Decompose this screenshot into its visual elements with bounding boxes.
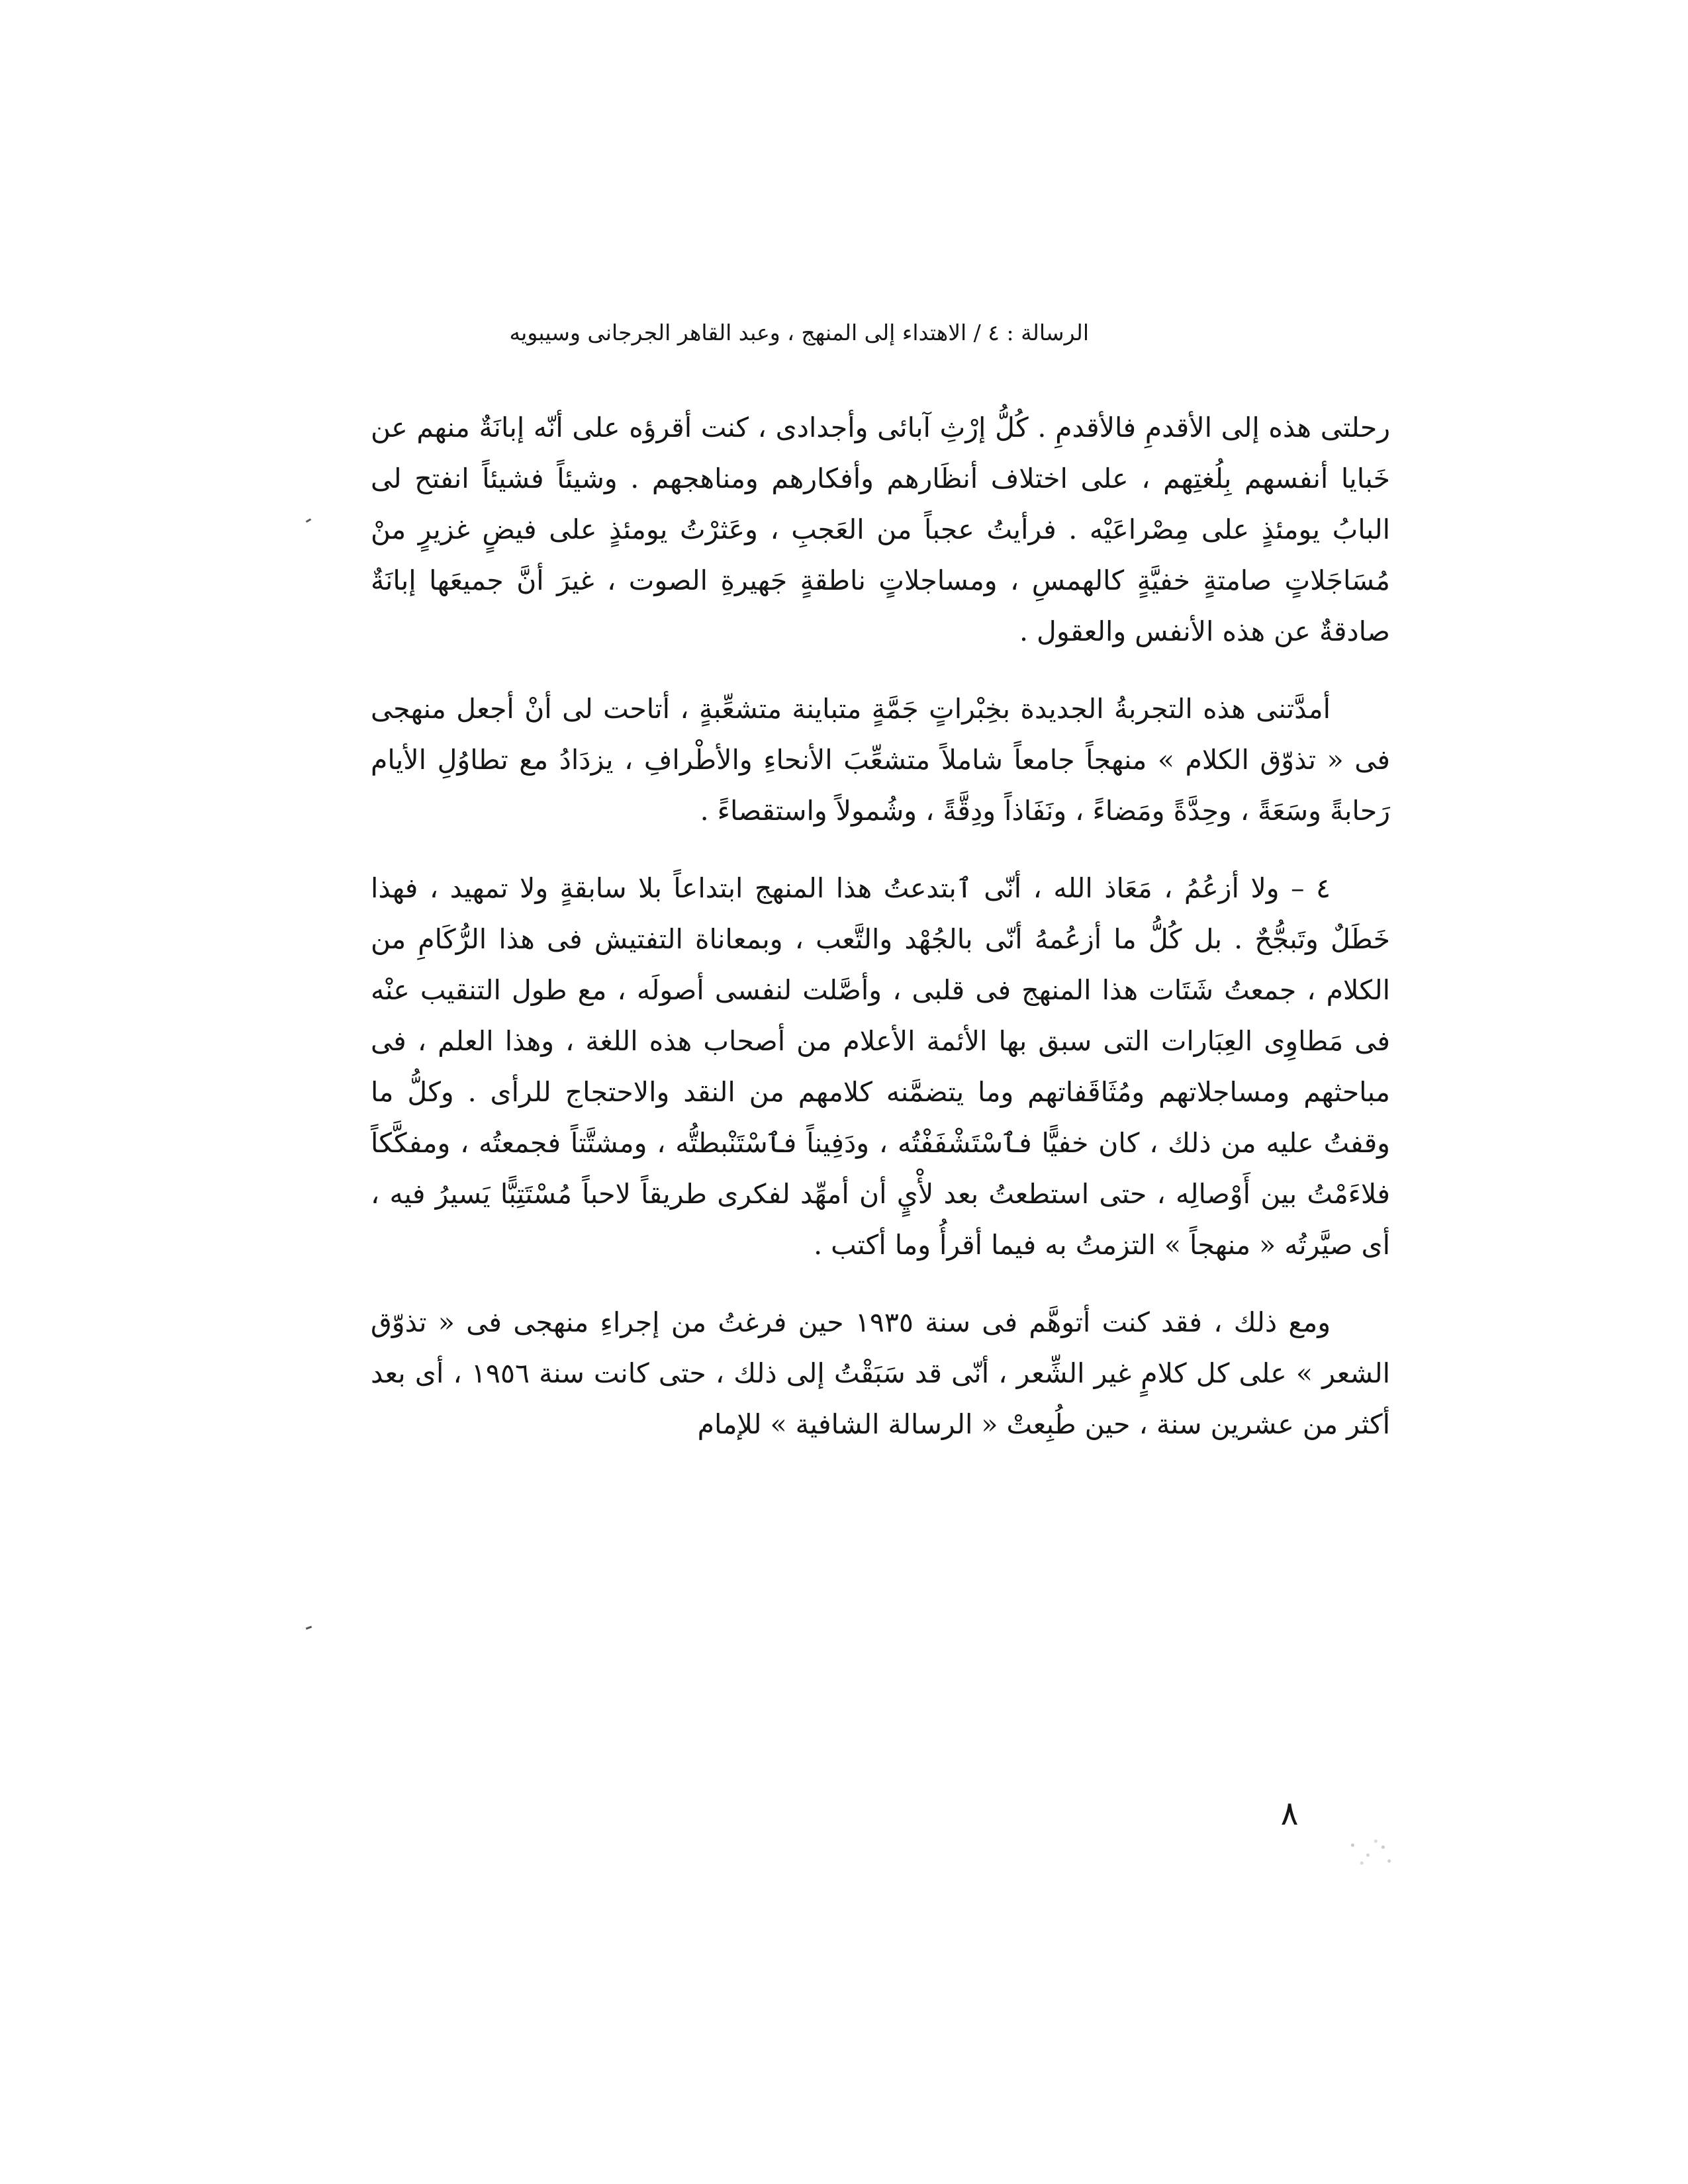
running-head: الرسالة : ٤ / الاهتداء إلى المنهج ، وعبد القاهر الجرجانى وسيبويه bbox=[509, 320, 1089, 345]
paragraph-1: رحلتى هذه إلى الأقدمِ فالأقدمِ . كُلُّ إرْثِ آبائى وأجدادى ، كنت أقرؤه على أنّه إبانَةٌ منهم عن خَبايا أنفسهم بِلُغتِهم ، على اختلاف أنظَارهم وأفكارهم ومناهجهم . وشيئاً فشيئاً انفتح لى البابُ يومئذٍ على مِصْراعَيْه . فرأيتُ عجباً من العَجبِ ، وعَثرْتُ يومئذٍ على فيضٍ غزيرٍ منْ مُسَاجَلاتٍ صامتةٍ خفيَّةٍ كالهمسِ ، ومساجلاتٍ ناطقةٍ جَهيرةِ الصوت ، غيرَ أنَّ جميعَها إبانَةٌ صادقةٌ عن هذه الأنفس والعقول . bbox=[371, 412, 1390, 647]
scan-mark bbox=[306, 1626, 312, 1630]
paragraph-4: ومع ذلك ، فقد كنت أتوهَّم فى سنة ١٩٣٥ حين فرغتُ من إجراءِ منهجى فى « تذوّق الشعر » على كل كلامٍ غير الشِّعر ، أنّى قد سَبَقْتُ إلى ذلك ، حتى كانت سنة ١٩٥٦ ، أى بعد أكثر من عشرين سنة ، حين طُبِعتْ « الرسالة الشافية » للإمام bbox=[371, 1306, 1390, 1440]
body-text bbox=[371, 402, 1390, 1450]
paragraph-2: أمدَّتنى هذه التجربةُ الجديدة بخِبْراتٍ جَمَّةٍ متباينة متشعِّبةٍ ، أتاحت لى أنْ أجعل منهجى فى « تذوّق الكلام » منهجاً جامعاً شاملاً متشعِّبَ الأنحاءِ والأطْرافِ ، يزدَادُ مع تطاوُلِ الأيام رَحابةً وسَعَةً ، وحِدَّةً ومَضاءً ، ونَفَاذاً ودِقَّةً ، وشُمولاً واستقصاءً . bbox=[371, 693, 1390, 827]
paragraph-3: ٤ – ولا أزعُمُ ، مَعَاذ الله ، أنّى ٱبتدعتُ هذا المنهج ابتداعاً بلا سابقةٍ ولا تمهيد ، فهذا خَطَلٌ وتَبجُّحٌ . بل كُلُّ ما أزعُمهُ أنّى بالجُهْد والتَّعب ، وبمعاناة التفتيش فى هذا الرُّكَامِ من الكلام ، جمعتُ شَتَات هذا المنهج فى قلبى ، وأصَّلت لنفسى أصولَه ، مع طول التنقيب عنْه فى مَطاوِى العِبَارات التى سبق بها الأئمة الأعلام من أصحاب هذه اللغة ، وهذا العلم ، فى مباحثهم ومساجلاتهم ومُثَاقَفاتهم وما يتضمَّنه كلامهم من النقد والاحتجاج للرأى . وكلُّ ما وقفتُ عليه من ذلك ، كان خفيًّا فٱسْتَشْفَفْتُه ، ودَفِيناً فٱسْتَنْبطتُّه ، ومشتَّتاً فجمعتُه ، ومفكَّكاً فلاءَمْتُ بين أَوْصالِه ، حتى استطعتُ بعد لأْيٍ أن أمهِّد لفكرى طريقاً لاحباً مُسْتَتِبًّا يَسيرُ فيه ، أى صيَّرتُه « منهجاً » التزمتُ به فيما أقرأُ وما أكتب . bbox=[371, 872, 1390, 1261]
scan-mark bbox=[306, 518, 311, 523]
page-number: ٨ bbox=[1280, 1794, 1299, 1833]
scan-speckle bbox=[1340, 1833, 1401, 1873]
